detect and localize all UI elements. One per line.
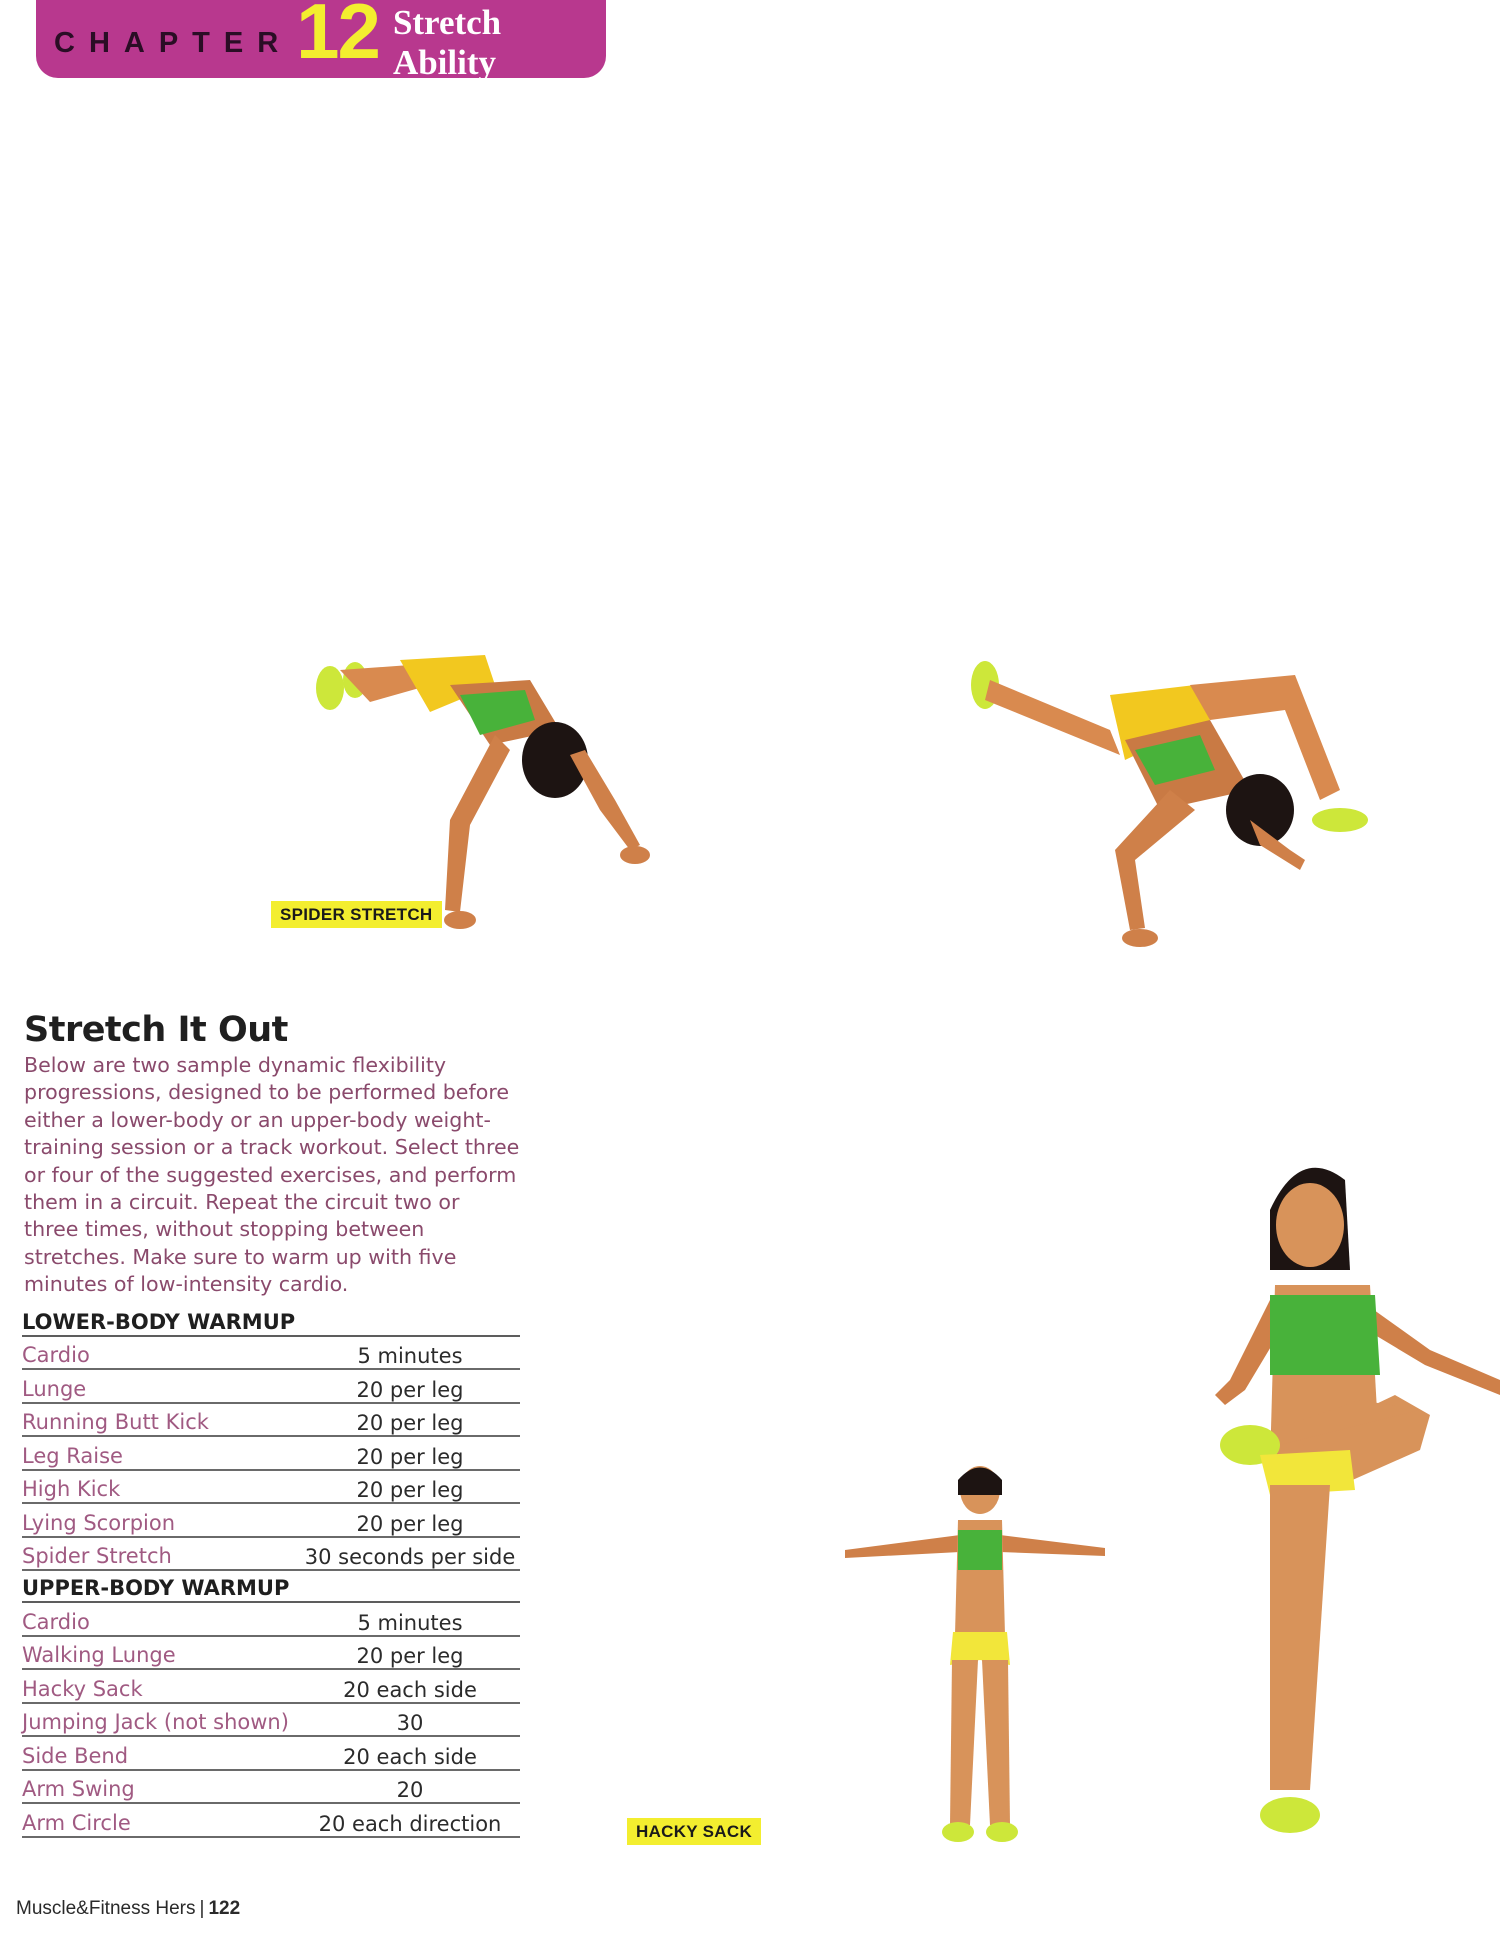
- table-row: [22, 1737, 520, 1771]
- exercise-amount: 20 each side: [343, 1677, 477, 1702]
- exercise-amount: 20 per leg: [356, 1377, 464, 1402]
- exercise-amount: 5 minutes: [357, 1610, 463, 1635]
- exercise-amount: 20 per leg: [356, 1644, 464, 1669]
- exercise-name: Hacky Sack: [22, 1676, 143, 1701]
- table-row: [22, 1437, 520, 1471]
- table-row: [22, 1804, 520, 1838]
- exercise-amount: 20 per leg: [356, 1478, 464, 1503]
- exercise-amount: 20 each direction: [318, 1811, 502, 1836]
- exercise-name: Arm Swing: [22, 1777, 135, 1802]
- table-row: [22, 1538, 520, 1572]
- hacky-sack-photo-1: [840, 1460, 1110, 1860]
- exercise-name: Leg Raise: [22, 1443, 123, 1468]
- exercise-amount: 20: [396, 1778, 424, 1803]
- exercise-amount: 30 seconds per side: [304, 1545, 516, 1570]
- table-heading: LOWER-BODY WARMUP: [22, 1305, 520, 1337]
- chapter-title: Stretch Ability: [392, 3, 502, 82]
- spider-stretch-photo-2: [960, 650, 1390, 960]
- exercise-name: Lunge: [22, 1376, 87, 1401]
- exercise-name: Walking Lunge: [22, 1643, 176, 1668]
- table-row: [22, 1370, 520, 1404]
- section-intro: Below are two sample dynamic flexibility progressions, designed to be performed before either a lower-body or an upper-body weight-training session or a track workout. Select three or four of the suggested exercises, and perform them in a circuit. Repeat the circuit two or three times, without stopping between stretches. Make sure to warm up with five minutes of low-intensity cardio.: [24, 1053, 520, 1297]
- exercise-amount: 20 per leg: [356, 1411, 464, 1436]
- page-footer: [16, 1898, 240, 1920]
- exercise-amount: 5 minutes: [357, 1344, 463, 1369]
- upper-body-warmup-table: [22, 1571, 520, 1838]
- table-row: [22, 1337, 520, 1371]
- exercise-amount: 20 per leg: [356, 1444, 464, 1469]
- stretch-it-out-section: [22, 1010, 520, 1838]
- exercise-name: Cardio: [22, 1609, 90, 1634]
- chapter-number: 12: [296, 0, 379, 75]
- exercise-amount: 20 each side: [343, 1744, 477, 1769]
- table-row: [22, 1704, 520, 1738]
- chapter-banner: [36, 0, 606, 82]
- table-row: [22, 1603, 520, 1637]
- exercise-name: Jumping Jack (not shown): [22, 1710, 289, 1735]
- exercise-amount: 20 per leg: [356, 1511, 464, 1536]
- table-heading: UPPER-BODY WARMUP: [22, 1571, 520, 1603]
- exercise-amount: 30: [396, 1711, 424, 1736]
- hacky-sack-photo-2: [1200, 1150, 1500, 1860]
- spider-stretch-photo-1: [300, 640, 660, 940]
- page-number: 122: [208, 1898, 241, 1919]
- chapter-label: CHAPTER: [54, 26, 293, 59]
- lower-body-warmup-table: [22, 1305, 520, 1572]
- hacky-sack-caption: HACKY SACK: [627, 1818, 761, 1845]
- exercise-name: Cardio: [22, 1343, 90, 1368]
- exercise-name: Running Butt Kick: [22, 1410, 209, 1435]
- table-row: [22, 1504, 520, 1538]
- table-row: [22, 1670, 520, 1704]
- table-row: [22, 1637, 520, 1671]
- spider-stretch-caption: SPIDER STRETCH: [271, 901, 442, 928]
- footer-separator: |: [199, 1898, 205, 1919]
- table-row: [22, 1771, 520, 1805]
- table-row: [22, 1404, 520, 1438]
- exercise-name: High Kick: [22, 1477, 121, 1502]
- exercise-name: Side Bend: [22, 1743, 129, 1768]
- table-row: [22, 1471, 520, 1505]
- exercise-name: Lying Scorpion: [22, 1510, 176, 1535]
- exercise-name: Arm Circle: [22, 1810, 131, 1835]
- exercise-name: Spider Stretch: [22, 1544, 172, 1569]
- publication-name: Muscle&Fitness Hers: [16, 1898, 196, 1919]
- section-heading: Stretch It Out: [24, 1010, 288, 1050]
